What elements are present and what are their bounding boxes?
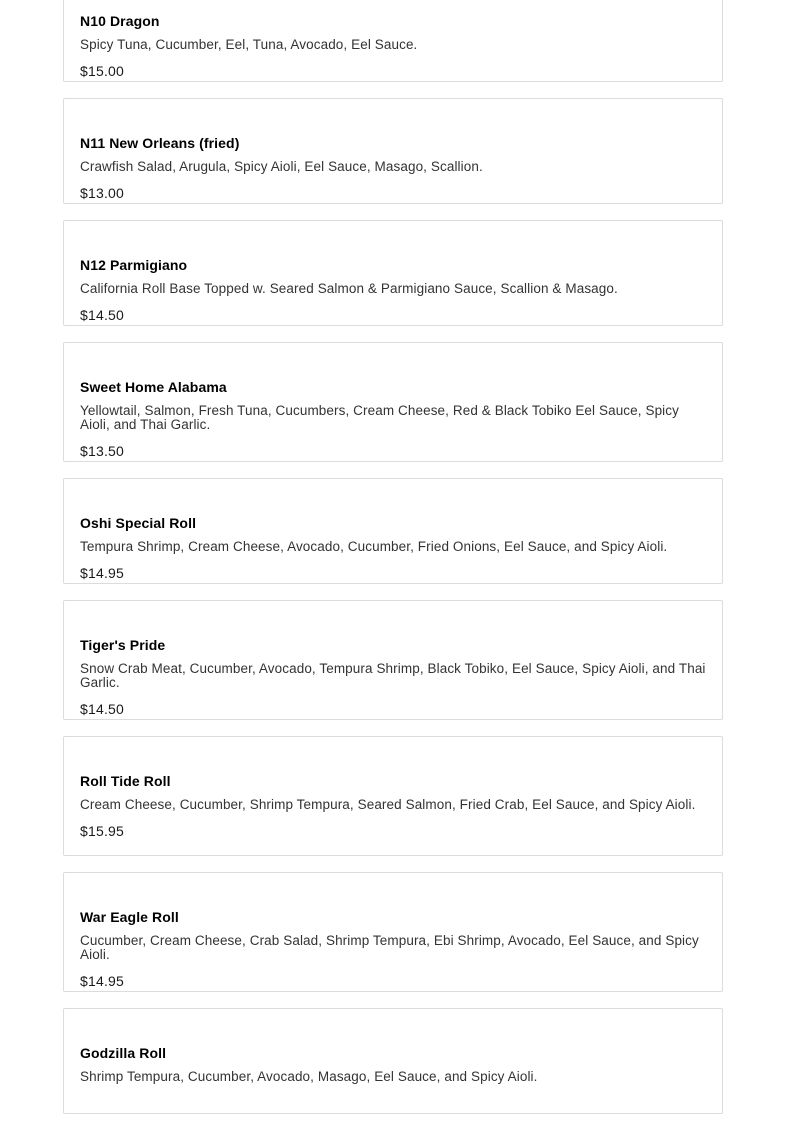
menu-item-price: $13.00 (80, 185, 125, 201)
menu-item-description: Cucumber, Cream Cheese, Crab Salad, Shrimp Tempura, Ebi Shrimp, Avocado, Eel Sauce, and Spicy Aioli. (80, 933, 699, 962)
menu-item-description: Snow Crab Meat, Cucumber, Avocado, Tempura Shrimp, Black Tobiko, Eel Sauce, Spicy Aioli, and Thai Garlic. (80, 661, 706, 690)
menu-item-name: N12 Parmigiano (80, 257, 188, 273)
menu-item-name: N10 Dragon (80, 13, 160, 29)
menu-item-card[interactable] (63, 1008, 723, 1114)
menu-item-card[interactable] (63, 872, 723, 992)
menu-item-name: Oshi Special Roll (80, 515, 197, 531)
menu-item-list (63, 0, 723, 1130)
menu-item-description: Yellowtail, Salmon, Fresh Tuna, Cucumbers, Cream Cheese, Red & Black Tobiko Eel Sauce, Spicy Aioli, and Thai Garlic. (80, 403, 679, 432)
menu-item-price: $15.00 (80, 63, 125, 79)
menu-item-card[interactable] (63, 220, 723, 326)
menu-item-price: $13.50 (80, 443, 125, 459)
menu-item-card[interactable] (63, 0, 723, 82)
menu-item-description: Cream Cheese, Cucumber, Shrimp Tempura, Seared Salmon, Fried Crab, Eel Sauce, and Spicy Aioli. (80, 797, 696, 812)
menu-item-description: California Roll Base Topped w. Seared Salmon & Parmigiano Sauce, Scallion & Masago. (80, 281, 618, 296)
menu-item-price: $14.50 (80, 307, 125, 323)
menu-item-description: Spicy Tuna, Cucumber, Eel, Tuna, Avocado, Eel Sauce. (80, 37, 418, 52)
menu-item-name: N11 New Orleans (fried) (80, 135, 240, 151)
menu-item-price: $14.50 (80, 701, 125, 717)
menu-item-card[interactable] (63, 98, 723, 204)
menu-item-name: Tiger's Pride (80, 637, 166, 653)
menu-item-name: Sweet Home Alabama (80, 379, 227, 395)
menu-item-card[interactable] (63, 342, 723, 462)
menu-item-price: $14.95 (80, 565, 125, 581)
menu-item-description: Tempura Shrimp, Cream Cheese, Avocado, Cucumber, Fried Onions, Eel Sauce, and Spicy Aioli. (80, 539, 668, 554)
menu-item-price: $15.95 (80, 823, 125, 839)
menu-item-card[interactable] (63, 600, 723, 720)
menu-item-name: Godzilla Roll (80, 1045, 167, 1061)
menu-item-price: $14.95 (80, 973, 125, 989)
menu-item-description: Crawfish Salad, Arugula, Spicy Aioli, Eel Sauce, Masago, Scallion. (80, 159, 483, 174)
menu-item-name: Roll Tide Roll (80, 773, 171, 789)
menu-item-description: Shrimp Tempura, Cucumber, Avocado, Masago, Eel Sauce, and Spicy Aioli. (80, 1069, 538, 1084)
menu-item-card[interactable] (63, 478, 723, 584)
menu-item-name: War Eagle Roll (80, 909, 179, 925)
menu-item-card[interactable] (63, 736, 723, 856)
